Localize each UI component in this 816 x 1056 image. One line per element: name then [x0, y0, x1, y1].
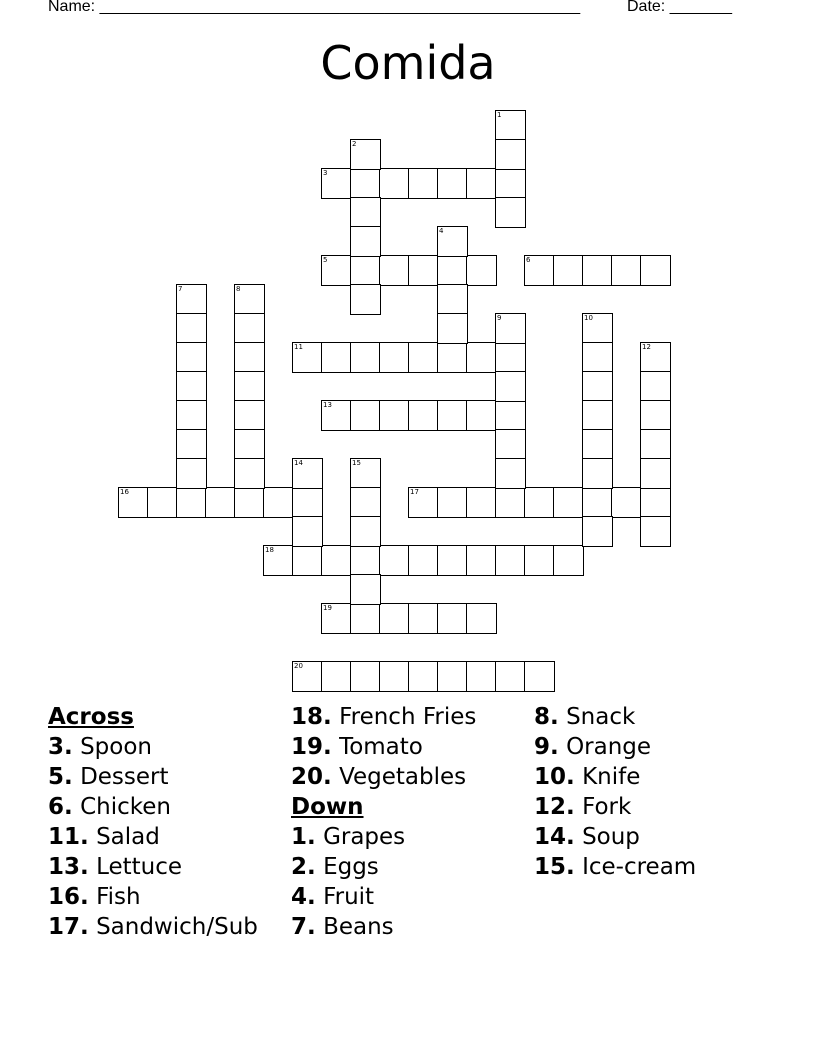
clue-text: Lettuce — [96, 854, 183, 880]
cell-number: 5 — [323, 256, 328, 264]
grid-cell[interactable] — [640, 255, 671, 286]
grid-cell[interactable] — [408, 168, 439, 199]
grid-cell[interactable] — [234, 400, 265, 431]
grid-cell[interactable] — [176, 342, 207, 373]
grid-cell[interactable] — [408, 661, 439, 692]
grid-cell[interactable] — [176, 371, 207, 402]
grid-cell[interactable] — [495, 139, 526, 170]
cell-number: 4 — [439, 227, 444, 235]
grid-cell[interactable] — [147, 487, 178, 518]
clue-text: Chicken — [80, 794, 171, 820]
grid-cell[interactable] — [379, 168, 410, 199]
grid-cell[interactable] — [495, 197, 526, 228]
clue-column-3 — [534, 702, 696, 882]
grid-cell[interactable] — [466, 342, 497, 373]
clue-item — [291, 882, 476, 912]
grid-cell[interactable] — [176, 487, 207, 518]
grid-cell[interactable] — [205, 487, 236, 518]
clue-number: 4. — [291, 884, 316, 910]
grid-cell[interactable] — [495, 429, 526, 460]
clue-item — [48, 762, 258, 792]
grid-cell[interactable] — [495, 342, 526, 373]
clue-number: 10. — [534, 764, 575, 790]
grid-cell[interactable] — [350, 574, 381, 605]
grid-cell[interactable] — [495, 458, 526, 489]
grid-cell[interactable] — [176, 458, 207, 489]
grid-cell[interactable] — [437, 168, 468, 199]
clue-item — [48, 852, 258, 882]
grid-cell[interactable] — [582, 371, 613, 402]
grid-cell[interactable] — [350, 226, 381, 257]
grid-cell[interactable] — [495, 545, 526, 576]
grid-cell[interactable] — [408, 255, 439, 286]
grid-cell[interactable] — [495, 168, 526, 199]
grid-cell[interactable] — [408, 545, 439, 576]
clue-number: 20. — [291, 764, 332, 790]
down-heading: Down — [291, 794, 364, 820]
grid-cell[interactable] — [379, 603, 410, 634]
grid-cell[interactable] — [350, 516, 381, 547]
grid-cell[interactable] — [640, 458, 671, 489]
cell-number: 15 — [352, 459, 361, 467]
grid-cell[interactable] — [495, 487, 526, 518]
clue-number: 2. — [291, 854, 316, 880]
clue-text: Snack — [566, 704, 636, 730]
clue-number: 11. — [48, 824, 89, 850]
clue-item — [534, 822, 696, 852]
clue-text: Soup — [582, 824, 640, 850]
grid-cell[interactable] — [234, 429, 265, 460]
grid-cell[interactable] — [640, 371, 671, 402]
grid-cell[interactable] — [263, 487, 294, 518]
clue-number: 12. — [534, 794, 575, 820]
grid-cell[interactable] — [321, 545, 352, 576]
cell-number: 18 — [265, 546, 274, 554]
grid-cell[interactable] — [292, 342, 323, 373]
grid-cell[interactable] — [408, 342, 439, 373]
grid-cell[interactable] — [524, 661, 555, 692]
grid-cell[interactable] — [466, 545, 497, 576]
grid-cell[interactable] — [553, 487, 584, 518]
clue-text: Knife — [582, 764, 641, 790]
grid-cell[interactable] — [582, 429, 613, 460]
clue-item — [48, 822, 258, 852]
clue-text: Beans — [323, 914, 394, 940]
grid-cell[interactable] — [466, 487, 497, 518]
grid-cell[interactable] — [640, 516, 671, 547]
grid-cell[interactable] — [350, 603, 381, 634]
clue-text: Eggs — [323, 854, 379, 880]
cell-number: 13 — [323, 401, 332, 409]
grid-cell[interactable] — [176, 429, 207, 460]
grid-cell[interactable] — [582, 400, 613, 431]
grid-cell[interactable] — [640, 342, 671, 373]
name-field[interactable]: Name: ______________________________________________________ — [48, 0, 581, 15]
clue-item — [534, 702, 696, 732]
clue-number: 16. — [48, 884, 89, 910]
grid-cell[interactable] — [524, 255, 555, 286]
clue-text: Fruit — [323, 884, 375, 910]
clue-item — [534, 732, 696, 762]
grid-cell[interactable] — [350, 139, 381, 170]
grid-cell[interactable] — [553, 255, 584, 286]
clue-text: Spoon — [80, 734, 152, 760]
grid-cell[interactable] — [408, 400, 439, 431]
grid-cell[interactable] — [321, 168, 352, 199]
grid-cell[interactable] — [234, 371, 265, 402]
cell-number: 17 — [410, 488, 419, 496]
grid-cell[interactable] — [437, 487, 468, 518]
grid-cell[interactable] — [640, 429, 671, 460]
clue-text: Tomato — [339, 734, 423, 760]
grid-cell[interactable] — [437, 313, 468, 344]
grid-cell[interactable] — [379, 661, 410, 692]
clue-text: Fish — [96, 884, 141, 910]
grid-cell[interactable] — [437, 400, 468, 431]
grid-cell[interactable] — [292, 516, 323, 547]
grid-cell[interactable] — [466, 603, 497, 634]
grid-cell[interactable] — [611, 255, 642, 286]
grid-cell[interactable] — [379, 400, 410, 431]
grid-cell[interactable] — [582, 342, 613, 373]
cell-number: 7 — [178, 285, 183, 293]
grid-cell[interactable] — [321, 255, 352, 286]
cell-number: 9 — [497, 314, 502, 322]
grid-cell[interactable] — [350, 458, 381, 489]
cell-number: 3 — [323, 169, 328, 177]
grid-cell[interactable] — [118, 487, 149, 518]
grid-cell[interactable] — [292, 661, 323, 692]
grid-cell[interactable] — [176, 400, 207, 431]
grid-cell[interactable] — [321, 603, 352, 634]
grid-cell[interactable] — [234, 458, 265, 489]
clue-item — [48, 732, 258, 762]
cell-number: 12 — [642, 343, 651, 351]
grid-cell[interactable] — [553, 545, 584, 576]
clue-number: 3. — [48, 734, 73, 760]
grid-cell[interactable] — [234, 342, 265, 373]
clue-text: Grapes — [323, 824, 406, 850]
grid-cell[interactable] — [350, 197, 381, 228]
grid-cell[interactable] — [466, 661, 497, 692]
grid-cell[interactable] — [292, 487, 323, 518]
grid-cell[interactable] — [640, 487, 671, 518]
grid-cell[interactable] — [437, 342, 468, 373]
grid-cell[interactable] — [640, 400, 671, 431]
grid-cell[interactable] — [582, 458, 613, 489]
grid-cell[interactable] — [466, 400, 497, 431]
clue-item — [48, 882, 258, 912]
grid-cell[interactable] — [350, 342, 381, 373]
grid-cell[interactable] — [437, 255, 468, 286]
cell-number: 11 — [294, 343, 303, 351]
clue-number: 18. — [291, 704, 332, 730]
clue-number: 19. — [291, 734, 332, 760]
clue-item — [291, 732, 476, 762]
grid-cell[interactable] — [611, 487, 642, 518]
grid-cell[interactable] — [437, 545, 468, 576]
grid-cell[interactable] — [437, 603, 468, 634]
clue-number: 9. — [534, 734, 559, 760]
clue-text: Vegetables — [339, 764, 467, 790]
grid-cell[interactable] — [408, 603, 439, 634]
clue-text: French Fries — [339, 704, 477, 730]
clue-item — [291, 702, 476, 732]
clue-number: 15. — [534, 854, 575, 880]
grid-cell[interactable] — [234, 313, 265, 344]
grid-cell[interactable] — [350, 255, 381, 286]
clue-item — [534, 852, 696, 882]
across-heading: Across — [48, 704, 134, 730]
clue-item — [291, 762, 476, 792]
cell-number: 10 — [584, 314, 593, 322]
grid-cell[interactable] — [437, 226, 468, 257]
clue-text: Sandwich/Sub — [96, 914, 258, 940]
clue-column-2 — [291, 702, 476, 942]
grid-cell[interactable] — [350, 400, 381, 431]
clue-number: 5. — [48, 764, 73, 790]
grid-cell[interactable] — [524, 545, 555, 576]
grid-cell[interactable] — [350, 168, 381, 199]
clue-item — [48, 912, 258, 942]
grid-cell[interactable] — [524, 487, 555, 518]
grid-cell[interactable] — [234, 284, 265, 315]
grid-cell[interactable] — [292, 545, 323, 576]
cell-number: 6 — [526, 256, 531, 264]
clue-text: Orange — [566, 734, 652, 760]
grid-cell[interactable] — [234, 487, 265, 518]
cell-number: 19 — [323, 604, 332, 612]
grid-cell[interactable] — [321, 661, 352, 692]
clue-number: 6. — [48, 794, 73, 820]
cell-number: 1 — [497, 111, 502, 119]
grid-cell[interactable] — [466, 255, 497, 286]
cell-number: 14 — [294, 459, 303, 467]
clue-item — [291, 852, 476, 882]
puzzle-title: Comida — [320, 36, 496, 90]
date-field[interactable]: Date: _______ — [627, 0, 732, 15]
clue-item — [534, 792, 696, 822]
grid-cell[interactable] — [292, 458, 323, 489]
cell-number: 2 — [352, 140, 357, 148]
grid-cell[interactable] — [321, 342, 352, 373]
grid-cell[interactable] — [379, 545, 410, 576]
grid-cell[interactable] — [379, 342, 410, 373]
grid-cell[interactable] — [495, 110, 526, 141]
grid-cell[interactable] — [176, 313, 207, 344]
grid-cell[interactable] — [495, 371, 526, 402]
cell-number: 16 — [120, 488, 129, 496]
clue-text: Salad — [96, 824, 160, 850]
grid-cell[interactable] — [350, 284, 381, 315]
clue-text: Ice-cream — [582, 854, 697, 880]
clue-text: Fork — [582, 794, 632, 820]
grid-cell[interactable] — [582, 255, 613, 286]
clue-number: 14. — [534, 824, 575, 850]
clue-number: 1. — [291, 824, 316, 850]
grid-cell[interactable] — [408, 487, 439, 518]
grid-cell[interactable] — [495, 313, 526, 344]
clue-item — [48, 792, 258, 822]
grid-cell[interactable] — [176, 284, 207, 315]
grid-cell[interactable] — [437, 661, 468, 692]
clue-text: Dessert — [80, 764, 169, 790]
grid-cell[interactable] — [466, 168, 497, 199]
grid-cell[interactable] — [582, 516, 613, 547]
clue-number: 13. — [48, 854, 89, 880]
grid-cell[interactable] — [582, 313, 613, 344]
grid-cell[interactable] — [495, 661, 526, 692]
grid-cell[interactable] — [321, 400, 352, 431]
clue-item — [534, 762, 696, 792]
cell-number: 8 — [236, 285, 241, 293]
grid-cell[interactable] — [263, 545, 294, 576]
clue-column-1 — [48, 702, 258, 942]
clue-number: 17. — [48, 914, 89, 940]
grid-cell[interactable] — [350, 545, 381, 576]
clue-item — [291, 822, 476, 852]
grid-cell[interactable] — [350, 487, 381, 518]
grid-cell[interactable] — [495, 400, 526, 431]
clue-number: 8. — [534, 704, 559, 730]
grid-cell[interactable] — [582, 487, 613, 518]
cell-number: 20 — [294, 662, 303, 670]
grid-cell[interactable] — [437, 284, 468, 315]
grid-cell[interactable] — [379, 255, 410, 286]
clue-number: 7. — [291, 914, 316, 940]
clue-item — [291, 912, 476, 942]
grid-cell[interactable] — [350, 661, 381, 692]
